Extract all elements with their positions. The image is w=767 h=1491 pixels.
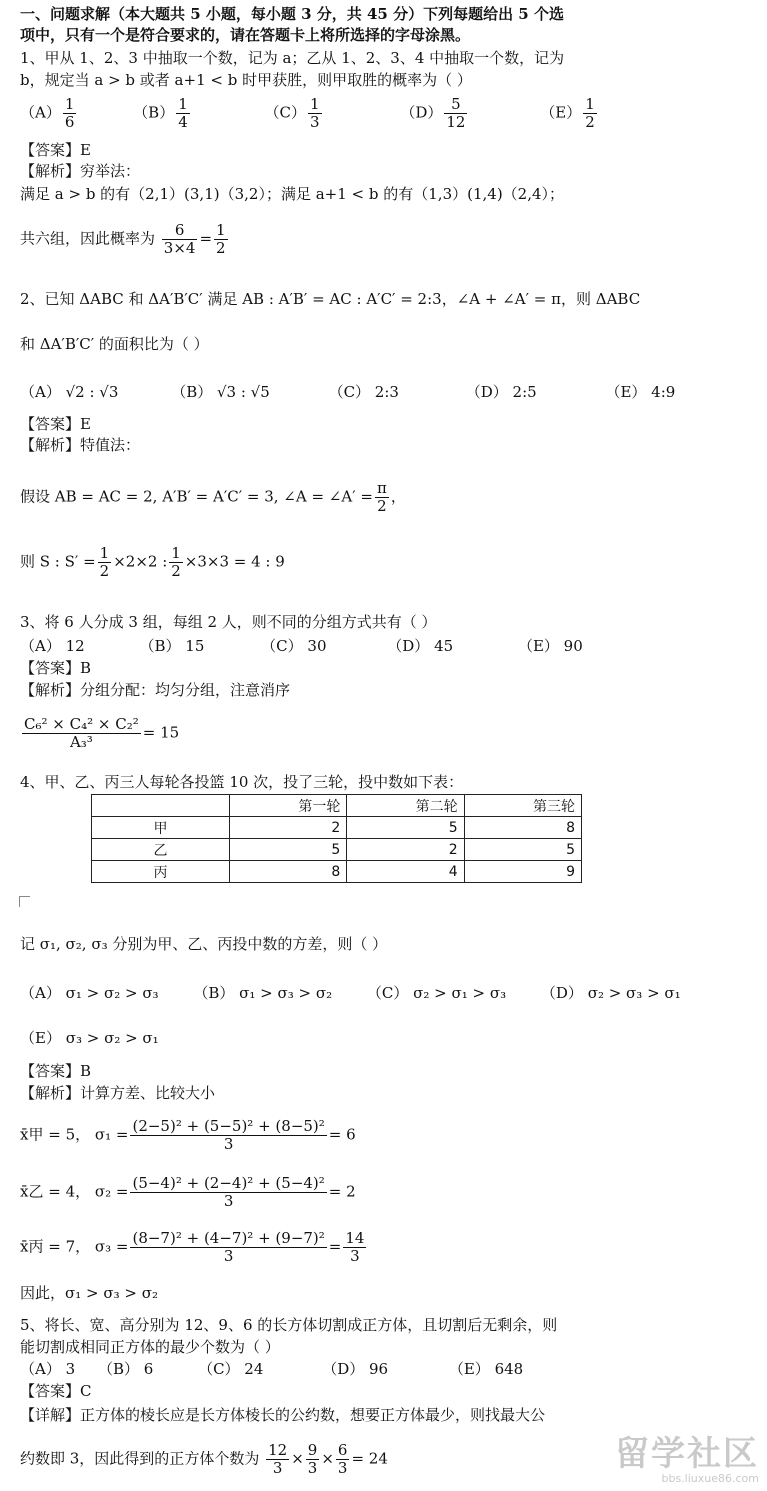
q4-options	[20, 983, 707, 1003]
table-header: 第三轮	[464, 795, 581, 817]
q1-conclusion: 共六组，因此概率为 $\frac{6}{3\times 4}$ = $\frac{1}{2}$	[20, 221, 226, 257]
table-row: 乙 5 2 5	[92, 839, 582, 861]
q5-stem-line1: 5、将长、宽、高分别为 12、9、6 的长方体切割成正方体，且切割后无剩余，则	[20, 1316, 558, 1334]
watermark	[615, 1436, 759, 1485]
q1-answer: 【答案】E	[20, 141, 91, 159]
q1-analysis: 【解析】穷举法：	[20, 162, 141, 180]
q2-option-b: （B） √3 : √5	[171, 383, 270, 401]
q5-option-e: （E） 648	[448, 1360, 524, 1378]
q2-assume: 假设 AB = AC = 2, A′B′ = A′C′ = 3, ∠A = ∠A′ = $\frac{\pi}{2}$ ，	[20, 479, 406, 515]
q4-option-b: （B） σ₁ > σ₃ > σ₂	[193, 984, 333, 1002]
q1-option-e: （E） $\frac{1}{2}$	[540, 95, 595, 131]
q4-calc-row: x̄甲 = 5， σ₁ = $\frac{\text{(2−5)² + (5−5)² + (8−5)²}}{3}$ = 6	[20, 1117, 356, 1153]
q1-option-d: （D） $\frac{5}{12}$	[400, 95, 466, 131]
watermark-logo-text: 留学社区	[615, 1434, 759, 1474]
score-table	[91, 794, 582, 883]
q1-options	[20, 96, 625, 131]
q3-options	[20, 636, 609, 656]
q3-option-d: （D） 45	[387, 637, 454, 655]
table-header: 第一轮	[230, 795, 347, 817]
q4-option-c: （C） σ₂ > σ₁ > σ₃	[366, 984, 507, 1002]
q5-option-b: （B） 6	[97, 1360, 154, 1378]
q3-answer: 【答案】B	[20, 659, 92, 677]
q2-stem-line2: 和 ΔA′B′C′ 的面积比为（ ）	[20, 335, 209, 353]
q4-calc-row: x̄丙 = 7， σ₃ = $\frac{\text{(8−7)² + (4−7)² + (9−7)²}}{3}$ = $\frac{14}{3}$	[20, 1229, 365, 1265]
q4-option-a: （A） σ₁ > σ₂ > σ₃	[20, 984, 159, 1002]
q4-conclusion: 因此，σ₁ > σ₃ > σ₂	[20, 1284, 158, 1302]
q5-option-a: （A） 3	[20, 1360, 76, 1378]
q5-option-c: （C） 24	[198, 1360, 264, 1378]
q5-detail-line1: 【详解】正方体的棱长应是长方体棱长的公约数，想要正方体最少，则找最大公	[20, 1406, 546, 1424]
q4-option-d: （D） σ₂ > σ₃ > σ₁	[540, 984, 681, 1002]
q4-stem: 4、甲、乙、丙三人每轮各投篮 10 次，投了三轮，投中数如下表：	[20, 773, 464, 791]
q3-option-e: （E） 90	[517, 637, 583, 655]
q2-answer: 【答案】E	[20, 415, 91, 433]
q4-calc-row: x̄乙 = 4， σ₂ = $\frac{\text{(5−4)² + (2−4)² + (5−4)²}}{3}$ = 2	[20, 1174, 356, 1210]
q2-options	[20, 382, 701, 402]
q3-analysis: 【解析】分组分配：均匀分组，注意消序	[20, 681, 291, 699]
q2-option-e: （E） 4:9	[605, 383, 676, 401]
q3-option-c: （C） 30	[261, 637, 327, 655]
section-title-line1: 一、问题求解（本大题共 5 小题，每小题 3 分，共 45 分）下列每题给出 5 个选	[20, 5, 564, 23]
margin-corner-mark	[19, 896, 30, 907]
table-row: 甲 2 5 8	[92, 817, 582, 839]
table-header-row	[92, 795, 582, 817]
q1-stem-line1: 1、甲从 1、2、3 中抽取一个数，记为 a；乙从 1、2、3、4 中抽取一个数，记为	[20, 49, 565, 67]
q5-detail-line2: 约数即 3，因此得到的正方体个数为 $\frac{12}{3}$ × $\frac{9}{3}$ × $\frac{6}{3}$ = 24	[20, 1441, 388, 1477]
q1-detail: 满足 a > b 的有（2,1）(3,1)（3,2）；满足 a+1 < b 的有（1,3）(1,4)（2,4）；	[20, 185, 565, 203]
q2-option-c: （C） 2:3	[328, 383, 399, 401]
q5-option-d: （D） 96	[322, 1360, 389, 1378]
q5-options	[20, 1359, 549, 1379]
q3-formula: $\frac{\text{C₆² × C₄² × C₂²}}{\text{A₃³}}$ = 15	[24, 715, 180, 751]
q2-stem-line1: 2、已知 ΔABC 和 ΔA′B′C′ 满足 AB : A′B′ = AC : A′C′ = 2:3，∠A + ∠A′ = π，则 ΔABC	[20, 290, 641, 308]
q3-stem: 3、将 6 人分成 3 组，每组 2 人，则不同的分组方式共有（ ）	[20, 613, 437, 631]
q4-analysis: 【解析】计算方差、比较大小	[20, 1084, 216, 1102]
q1-option-a: （A） $\frac{1}{6}$	[20, 95, 75, 131]
table-row: 丙 8 4 9	[92, 861, 582, 883]
q2-option-a: （A） √2 : √3	[20, 383, 119, 401]
q2-analysis: 【解析】特值法：	[20, 436, 141, 454]
q3-option-a: （A） 12	[20, 637, 85, 655]
q2-then: 则 S : S′ = $\frac{1}{2}$ ×2×2 : $\frac{1}{2}$ ×3×3 = 4 : 9	[20, 544, 285, 580]
q5-stem-line2: 能切割成相同正方体的最少个数为（ ）	[20, 1338, 280, 1356]
q4-stem-line2: 记 σ₁, σ₂, σ₃ 分别为甲、乙、丙投中数的方差，则（ ）	[20, 935, 388, 953]
q1-option-c: （C） $\frac{1}{3}$	[264, 95, 320, 131]
q4-option-e: （E） σ₃ > σ₂ > σ₁	[20, 1029, 159, 1047]
q5-answer: 【答案】C	[20, 1382, 92, 1400]
section-title-line2: 项中，只有一个是符合要求的，请在答题卡上将所选择的字母涂黑。	[20, 26, 471, 44]
watermark-url: bbs.liuxue86.com	[661, 1472, 759, 1485]
q4-answer: 【答案】B	[20, 1062, 92, 1080]
q1-option-b: （B） $\frac{1}{4}$	[133, 95, 188, 131]
table-header: 第二轮	[347, 795, 464, 817]
q3-option-b: （B） 15	[139, 637, 205, 655]
q1-stem-line2: b，规定当 a > b 或者 a+1 < b 时甲获胜，则甲取胜的概率为（ ）	[20, 71, 472, 89]
q2-option-d: （D） 2:5	[465, 383, 537, 401]
